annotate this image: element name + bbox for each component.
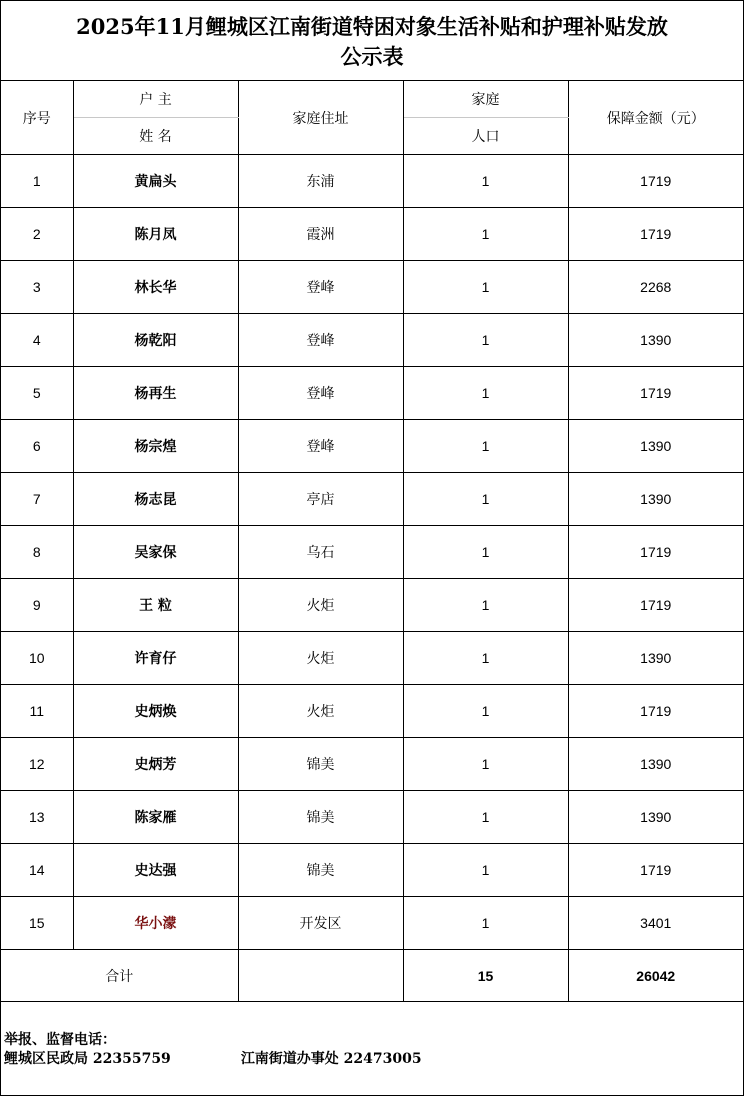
footer-contacts	[4, 1031, 422, 1069]
row-members: 1	[403, 738, 568, 791]
row-name: 史炳芳	[73, 738, 238, 791]
row-name: 陈家雁	[73, 791, 238, 844]
row-amount: 1719	[568, 844, 743, 897]
row-seq: 9	[1, 579, 73, 632]
row-address: 乌石	[238, 526, 403, 579]
row-name: 杨志昆	[73, 473, 238, 526]
total-amount: 26042	[568, 950, 743, 1002]
row-address: 锦美	[238, 791, 403, 844]
table-row	[1, 791, 743, 844]
header-householder-bottom: 姓 名	[73, 118, 238, 155]
table-row	[1, 314, 743, 367]
row-address: 登峰	[238, 367, 403, 420]
total-row	[1, 950, 743, 1002]
row-address: 火炬	[238, 685, 403, 738]
row-seq: 5	[1, 367, 73, 420]
header-amount: 保障金额（元）	[568, 81, 743, 155]
row-seq: 8	[1, 526, 73, 579]
row-seq: 7	[1, 473, 73, 526]
row-amount: 1719	[568, 526, 743, 579]
row-address: 登峰	[238, 420, 403, 473]
table-row	[1, 473, 743, 526]
row-members: 1	[403, 844, 568, 897]
table-row	[1, 579, 743, 632]
row-members: 1	[403, 632, 568, 685]
header-family-top: 家庭	[403, 81, 568, 118]
row-name: 杨再生	[73, 367, 238, 420]
row-amount: 1719	[568, 155, 743, 208]
row-address: 霞洲	[238, 208, 403, 261]
row-address: 锦美	[238, 844, 403, 897]
row-name: 黄扁头	[73, 155, 238, 208]
header-householder-top: 户 主	[73, 81, 238, 118]
table-row	[1, 897, 743, 950]
row-amount: 2268	[568, 261, 743, 314]
row-amount: 3401	[568, 897, 743, 950]
row-address: 登峰	[238, 314, 403, 367]
total-label: 合计	[1, 950, 238, 1002]
row-seq: 4	[1, 314, 73, 367]
table-row	[1, 844, 743, 897]
row-name: 杨乾阳	[73, 314, 238, 367]
row-address: 亭店	[238, 473, 403, 526]
row-name: 许育仔	[73, 632, 238, 685]
total-members: 15	[403, 950, 568, 1002]
row-seq: 12	[1, 738, 73, 791]
row-name: 吴家保	[73, 526, 238, 579]
row-members: 1	[403, 473, 568, 526]
row-amount: 1719	[568, 208, 743, 261]
row-address: 火炬	[238, 579, 403, 632]
contact-civil-affairs: 鲤城区民政局 22355759	[4, 1051, 171, 1067]
row-seq: 1	[1, 155, 73, 208]
row-seq: 14	[1, 844, 73, 897]
table-row	[1, 208, 743, 261]
row-name: 华小濛	[73, 897, 238, 950]
row-members: 1	[403, 261, 568, 314]
row-amount: 1390	[568, 738, 743, 791]
row-seq: 6	[1, 420, 73, 473]
table-row	[1, 526, 743, 579]
row-members: 1	[403, 685, 568, 738]
row-members: 1	[403, 897, 568, 950]
row-members: 1	[403, 367, 568, 420]
row-name: 王 粒	[73, 579, 238, 632]
header-seq: 序号	[1, 81, 73, 155]
row-amount: 1719	[568, 367, 743, 420]
table-header-row	[1, 81, 743, 118]
document-title	[1, 1, 743, 81]
contact-street-office: 江南街道办事处 22473005	[240, 1051, 422, 1067]
title-line-2: 公示表	[340, 44, 404, 69]
row-name: 陈月凤	[73, 208, 238, 261]
title-line-1: 2025年11月鲤城区江南街道特困对象生活补贴和护理补贴发放	[76, 14, 668, 39]
total-address-empty	[238, 950, 403, 1002]
row-members: 1	[403, 791, 568, 844]
table-row	[1, 155, 743, 208]
row-amount: 1719	[568, 685, 743, 738]
table-row	[1, 261, 743, 314]
row-members: 1	[403, 579, 568, 632]
table-row	[1, 420, 743, 473]
row-seq: 11	[1, 685, 73, 738]
subsidy-table	[1, 81, 743, 1002]
row-amount: 1719	[568, 579, 743, 632]
table-row	[1, 367, 743, 420]
row-members: 1	[403, 420, 568, 473]
row-members: 1	[403, 526, 568, 579]
row-name: 杨宗煌	[73, 420, 238, 473]
row-address: 锦美	[238, 738, 403, 791]
table-row	[1, 632, 743, 685]
table-row	[1, 685, 743, 738]
row-members: 1	[403, 155, 568, 208]
row-name: 史达强	[73, 844, 238, 897]
header-family-bottom: 人口	[403, 118, 568, 155]
row-seq: 2	[1, 208, 73, 261]
row-amount: 1390	[568, 314, 743, 367]
row-name: 史炳焕	[73, 685, 238, 738]
row-address: 火炬	[238, 632, 403, 685]
row-amount: 1390	[568, 420, 743, 473]
row-amount: 1390	[568, 791, 743, 844]
header-address: 家庭住址	[238, 81, 403, 155]
row-amount: 1390	[568, 632, 743, 685]
row-seq: 13	[1, 791, 73, 844]
row-address: 开发区	[238, 897, 403, 950]
row-seq: 10	[1, 632, 73, 685]
row-address: 登峰	[238, 261, 403, 314]
row-seq: 15	[1, 897, 73, 950]
footer-heading: 举报、监督电话：	[4, 1032, 116, 1048]
row-amount: 1390	[568, 473, 743, 526]
row-address: 东浦	[238, 155, 403, 208]
row-seq: 3	[1, 261, 73, 314]
row-name: 林长华	[73, 261, 238, 314]
row-members: 1	[403, 314, 568, 367]
table-row	[1, 738, 743, 791]
row-members: 1	[403, 208, 568, 261]
